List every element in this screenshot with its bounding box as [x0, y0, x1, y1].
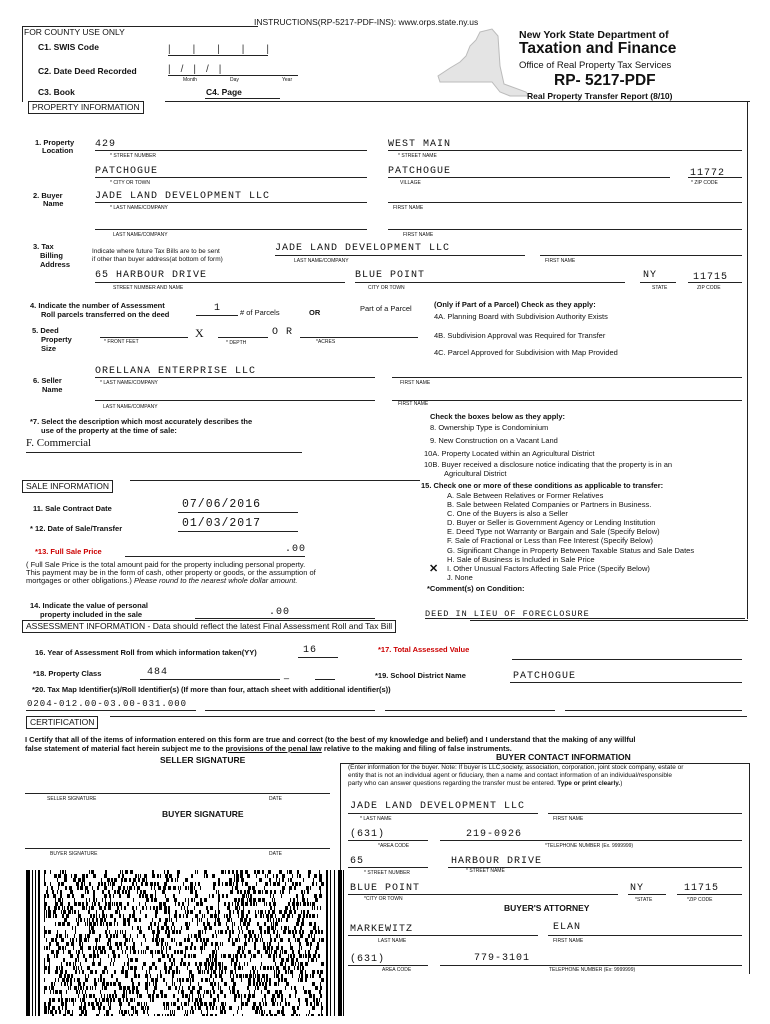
assessed-value-field	[512, 659, 742, 660]
front-feet-field	[100, 337, 188, 338]
rule	[688, 282, 742, 283]
attorney-area-label: AREA CODE	[382, 967, 412, 973]
seller-signature-title: SELLER SIGNATURE	[160, 755, 246, 765]
attorney-first-name-field[interactable]: ELAN	[553, 922, 582, 933]
depth-field	[218, 337, 268, 338]
rule	[388, 202, 742, 203]
conditions-list	[447, 491, 694, 582]
q7-label: *7. Select the description which most accurately describes the	[30, 417, 253, 426]
condition-j[interactable]: J. None	[447, 572, 473, 582]
condition-g[interactable]: G. Significant Change in Property Between Taxable Status and Sale Dates	[447, 545, 695, 555]
rule	[388, 229, 742, 230]
rule	[355, 282, 625, 283]
rule	[298, 657, 338, 658]
certification-section-title: CERTIFICATION	[26, 716, 98, 729]
transfer-date-field[interactable]: 01/03/2017	[182, 517, 262, 530]
sale-section-title: SALE INFORMATION	[22, 480, 113, 493]
rule	[140, 679, 280, 680]
buyer-last2-label: LAST NAME/COMPANY	[113, 232, 168, 238]
seller-first2-label: FIRST NAME	[398, 401, 429, 407]
rule	[95, 229, 367, 230]
x-separator: X	[195, 326, 204, 340]
form-id: RP- 5217-PDF	[554, 72, 656, 89]
rule	[425, 618, 745, 619]
rule	[688, 177, 742, 178]
q20-label: *20. Tax Map Identifier(s)/Roll Identifier(s) (If more than four, attach sheet with additional identifier(s))	[32, 685, 391, 694]
school-district-field[interactable]: PATCHOGUE	[513, 671, 577, 682]
q5-label-b: Property	[41, 335, 72, 344]
q3-label-b: Billing	[40, 251, 63, 260]
seller-signature-label: SELLER SIGNATURE	[47, 796, 97, 802]
day-label: Day	[230, 77, 239, 83]
billing-street-field[interactable]: 65 HARBOUR DRIVE	[95, 270, 208, 281]
rule	[95, 400, 375, 401]
year-label: Year	[282, 77, 293, 83]
q2-label-b: Name	[43, 199, 64, 208]
contact-state-field[interactable]: NY	[630, 883, 645, 894]
street-name-label: * STREET NAME	[398, 153, 437, 159]
attorney-area-code-field[interactable]: (631)	[350, 954, 386, 965]
area-code-label: *AREA CODE	[378, 843, 410, 849]
buyers-attorney-title: BUYER'S ATTORNEY	[504, 903, 590, 913]
dept-title: New York State Department of	[519, 29, 669, 41]
seller-first-label: FIRST NAME	[400, 380, 431, 386]
rule	[348, 935, 538, 936]
contact-zip-label: *ZIP CODE	[687, 897, 713, 903]
q13-label: *13. Full Sale Price	[35, 547, 102, 556]
assessment-section-title: ASSESSMENT INFORMATION - Data should reflect the latest Final Assessment Roll and Tax Bill	[22, 620, 396, 633]
condition-f[interactable]: F. Sale of Fractional or Less than Fee Interest (Specify Below)	[447, 536, 653, 546]
q5-label-c: Size	[41, 344, 57, 353]
bill-last-label: LAST NAME/COMPANY	[294, 258, 349, 264]
q6-label-b: Name	[42, 385, 63, 394]
tax-map-field[interactable]: 0204-012.00-03.00-031.000	[27, 699, 188, 709]
q1-label-b: Location	[42, 146, 74, 155]
attorney-last-name-field[interactable]: MARKEWITZ	[350, 924, 414, 935]
contact-area-code-field[interactable]: (631)	[350, 829, 386, 840]
zip-field[interactable]: 11772	[690, 168, 726, 179]
contact-zip-field[interactable]: 11715	[684, 883, 720, 894]
buyer-name-field[interactable]: JADE LAND DEVELOPMENT LLC	[95, 191, 271, 202]
rule	[95, 202, 367, 203]
rule	[178, 531, 298, 532]
parcels-label: # of Parcels	[240, 308, 280, 317]
q17-label: *17. Total Assessed Value	[378, 645, 470, 654]
buyer-date-label: DATE	[269, 851, 282, 857]
sale-price-field[interactable]: .00	[285, 544, 307, 555]
contact-city-field[interactable]: BLUE POINT	[350, 883, 421, 894]
front-feet-label: * FRONT FEET	[104, 339, 139, 345]
section-rule	[165, 101, 750, 102]
rule	[348, 867, 428, 868]
rule	[540, 255, 742, 256]
ny-state-map-icon	[430, 26, 530, 98]
contact-phone-field[interactable]: 219-0926	[466, 829, 523, 840]
bill-first-label: FIRST NAME	[545, 258, 576, 264]
rule	[628, 894, 666, 895]
rule	[348, 894, 618, 895]
rule	[178, 512, 298, 513]
c2-label: C2. Date Deed Recorded	[38, 66, 137, 76]
q6-label: 6. Seller	[33, 376, 62, 385]
q5-label: 5. Deed	[32, 326, 59, 335]
seller-last-label: * LAST NAME/COMPANY	[100, 380, 158, 386]
c3-label: C3. Book	[38, 87, 75, 97]
property-section-title: PROPERTY INFORMATION	[28, 101, 144, 114]
bill-street-label: STREET NUMBER AND NAME	[113, 285, 184, 291]
village-field[interactable]: PATCHOGUE	[388, 166, 452, 177]
instructions-link[interactable]: INSTRUCTIONS(RP-5217-PDF-INS): www.orps.state.ny.us	[254, 17, 479, 27]
rule	[548, 935, 742, 936]
right-rule	[747, 101, 748, 619]
rule	[548, 813, 742, 814]
form-title: Real Property Transfer Report (8/10)	[527, 91, 673, 101]
c4-label: C4. Page	[206, 87, 242, 97]
part-check-label: (Only if Part of a Parcel) Check as they apply:	[434, 300, 596, 309]
contact-street-name-label: * STREET NAME	[466, 868, 505, 874]
attorney-last-label: LAST NAME	[378, 938, 407, 944]
contact-note-3: party who can answer questions regarding the transfer must be entered. Type or print clearly.)	[348, 780, 623, 787]
bill-zip-label: ZIP CODE	[697, 285, 721, 291]
or-separator: O R	[272, 327, 294, 338]
q2-label: 2. Buyer	[33, 191, 63, 200]
street-number-label: * STREET NUMBER	[110, 153, 157, 159]
date-recorded-field	[168, 75, 298, 76]
billing-name-field[interactable]: JADE LAND DEVELOPMENT LLC	[275, 243, 451, 254]
billing-zip-field[interactable]: 11715	[693, 272, 729, 283]
street-name-field[interactable]: WEST MAIN	[388, 139, 452, 150]
contact-note-1: (Enter information for the buyer. Note: If buyer is LLC,society, association, corporation, joint stock company, estate or	[348, 764, 684, 771]
rule	[196, 315, 238, 316]
or-label: OR	[309, 308, 321, 317]
contact-city-label: *CITY OR TOWN	[364, 896, 403, 902]
contact-note-2: entity that is not an individual agent or fiduciary, then a name and contact information of an individual/responsible	[348, 772, 672, 779]
month-label: Month	[183, 77, 197, 83]
rule	[195, 618, 375, 619]
option-4a[interactable]: 4A. Planning Board with Subdivision Authority Exists	[434, 312, 608, 321]
rule	[392, 400, 742, 401]
rule	[26, 710, 196, 711]
rule	[125, 556, 305, 557]
check-mark-icon[interactable]: ✕	[429, 563, 439, 575]
bill-city-label: CITY OR TOWN	[368, 285, 405, 291]
condition-h[interactable]: H. Sale of Business is Included in Sale Price	[447, 554, 595, 564]
acres-field	[300, 337, 418, 338]
q18-label: *18. Property Class	[33, 669, 102, 678]
attorney-phone-label: TELEPHONE NUMBER (Ex: 9999999)	[549, 967, 636, 973]
rule	[440, 965, 742, 966]
q4-label-b: Roll parcels transferred on the deed	[41, 310, 170, 319]
cert-text-2: false statement of material fact herein subject me to the provisions of the penal law relative to the making and filing of false instruments.	[25, 744, 512, 753]
class-dash: _	[284, 669, 290, 679]
rule	[315, 679, 335, 680]
seller-date-label: DATE	[269, 796, 282, 802]
contact-street-number-label: * STREET NUMBER	[364, 870, 411, 876]
buyer-signature-title: BUYER SIGNATURE	[162, 809, 244, 819]
price-note-3: mortgages or other obligations.) Please round to the nearest whole dollar amount.	[26, 576, 298, 585]
rule	[275, 255, 525, 256]
city-field[interactable]: PATCHOGUE	[95, 166, 159, 177]
rule	[510, 682, 742, 683]
acres-label: *ACRES	[316, 339, 336, 345]
contract-date-field[interactable]: 07/06/2016	[182, 498, 262, 511]
bill-state-label: STATE	[652, 285, 668, 291]
c1-label: C1. SWIS Code	[38, 42, 99, 52]
section-rule	[130, 480, 420, 481]
price-note-1: ( Full Sale Price is the total amount paid for the property including personal property.	[26, 560, 306, 569]
attorney-phone-field[interactable]: 779-3101	[474, 953, 531, 964]
q16-label: 16. Year of Assessment Roll from which information taken(YY)	[35, 648, 257, 657]
condition-i[interactable]: I. Other Unusual Factors Affecting Sale Price (Specify Below)	[447, 563, 650, 573]
buyer-first-label: FIRST NAME	[393, 205, 424, 211]
dept-subtitle: Taxation and Finance	[519, 40, 677, 57]
contact-first-label: FIRST NAME	[553, 816, 584, 822]
contact-state-label: *STATE	[635, 897, 653, 903]
roll-year-field[interactable]: 16	[303, 645, 318, 656]
village-label: VILLAGE	[400, 180, 421, 186]
condition-e[interactable]: E. Deed Type not Warranty or Bargain and Sale (Specify Below)	[447, 527, 660, 537]
check-boxes-title: Check the boxes below as they apply:	[430, 412, 566, 421]
option-8[interactable]: 8. Ownership Type is Condominium	[430, 423, 549, 432]
rule	[348, 840, 428, 841]
q19-label: *19. School District Name	[375, 671, 466, 680]
city-label: * CITY OR TOWN	[110, 180, 151, 186]
option-10a[interactable]: 10A. Property Located within an Agricultural District	[424, 449, 595, 458]
condition-b[interactable]: B. Sale between Related Companies or Partners in Business.	[447, 500, 652, 510]
depth-label: * DEPTH	[226, 340, 247, 346]
buyer-last-label: * LAST NAME/COMPANY	[110, 205, 168, 211]
parcels-field[interactable]: 1	[214, 303, 222, 314]
billing-state-field[interactable]: NY	[643, 270, 658, 281]
rule	[95, 377, 375, 378]
condition-c[interactable]: C. One of the Buyers is also a Seller	[447, 509, 568, 519]
rule	[205, 710, 375, 711]
part-of-parcel-label: Part of a Parcel	[360, 304, 412, 313]
rule	[640, 282, 676, 283]
condition-a[interactable]: A. Sale Between Relatives or Former Relatives	[447, 491, 604, 500]
comment-field[interactable]: DEED IN LIEU OF FORECLOSURE	[425, 609, 590, 619]
cert-text-1: I Certify that all of the items of information entered on this form are true and correct (to the best of my knowledge and belief) and I understand that the making of any willful	[25, 735, 636, 744]
buyer-first2-label: FIRST NAME	[403, 232, 434, 238]
county-use-label: FOR COUNTY USE ONLY	[24, 27, 125, 37]
q14-label-b: property included in the sale	[40, 610, 143, 619]
personal-property-field[interactable]: .00	[269, 607, 291, 618]
buyer-signature-label: BUYER SIGNATURE	[50, 851, 98, 857]
section-rule	[110, 716, 747, 717]
seller-signature-line[interactable]	[25, 793, 330, 794]
rule	[565, 710, 742, 711]
rule	[95, 177, 367, 178]
condition-d[interactable]: D. Buyer or Seller is Government Agency or Lending Institution	[447, 518, 656, 528]
attorney-first-label: FIRST NAME	[553, 938, 584, 944]
contact-street-number-field[interactable]: 65	[350, 856, 365, 867]
q3-label-c: Address	[40, 260, 71, 269]
rule	[388, 177, 670, 178]
q3-note-2: if other than buyer address(at bottom of form)	[92, 256, 223, 263]
buyer-contact-title: BUYER CONTACT INFORMATION	[496, 752, 631, 762]
billing-city-field[interactable]: BLUE POINT	[355, 270, 426, 281]
street-number-field[interactable]: 429	[95, 139, 117, 150]
q3-note-1: Indicate where future Tax Bills are to be sent	[92, 248, 220, 255]
phone-label: *TELEPHONE NUMBER (Ex. 9999999)	[545, 843, 634, 849]
q12-label: * 12. Date of Sale/Transfer	[30, 524, 123, 533]
seller-name-field[interactable]: ORELLANA ENTERPRISE LLC	[95, 366, 257, 377]
contact-street-name-field[interactable]: HARBOUR DRIVE	[451, 856, 543, 867]
c4-field	[205, 98, 280, 99]
q11-label: 11. Sale Contract Date	[33, 504, 112, 513]
zip-label: * ZIP CODE	[691, 180, 718, 186]
option-9[interactable]: 9. New Construction on a Vacant Land	[430, 436, 558, 445]
rule	[348, 965, 428, 966]
contact-last-label: * LAST NAME	[360, 816, 392, 822]
q1-label: 1. Property	[35, 138, 75, 147]
option-4c[interactable]: 4C. Parcel Approved for Subdivision with Map Provided	[434, 348, 618, 357]
option-4b[interactable]: 4B. Subdivision Approval was Required for Transfer	[434, 331, 606, 340]
rule	[95, 282, 345, 283]
option-10b-line2: Agricultural District	[444, 469, 507, 478]
rule	[385, 710, 555, 711]
option-10b[interactable]: 10B. Buyer received a disclosure notice indicating that the property is in an	[424, 460, 673, 469]
rule	[392, 377, 742, 378]
comments-label: *Comment(s) on Condition:	[427, 584, 525, 593]
contact-last-name-field[interactable]: JADE LAND DEVELOPMENT LLC	[350, 801, 526, 812]
q15-label: 15. Check one or more of these conditions as applicable to transfer:	[421, 481, 664, 490]
q7-label-b: use of the property at the time of sale:	[41, 426, 177, 435]
property-class-field[interactable]: 484	[147, 667, 169, 678]
office-name: Office of Real Property Tax Services	[519, 60, 672, 71]
pdf417-barcode-icon	[26, 870, 344, 1016]
rule	[348, 813, 538, 814]
property-use-field[interactable]: F. Commercial	[26, 437, 92, 449]
rule	[388, 150, 742, 151]
q14-label: 14. Indicate the value of personal	[30, 601, 148, 610]
rule	[677, 894, 742, 895]
price-note-2: This payment may be in the form of cash, other property or goods, or the assumption of	[26, 568, 316, 577]
q3-label: 3. Tax	[33, 242, 54, 251]
q4-label: 4. Indicate the number of Assessment	[30, 301, 165, 310]
rule	[95, 150, 367, 151]
rule	[26, 452, 302, 453]
rule	[440, 840, 742, 841]
buyer-signature-line[interactable]	[25, 848, 330, 849]
seller-last2-label: LAST NAME/COMPANY	[103, 404, 158, 410]
section-rule	[470, 620, 748, 621]
swis-field	[168, 55, 268, 56]
